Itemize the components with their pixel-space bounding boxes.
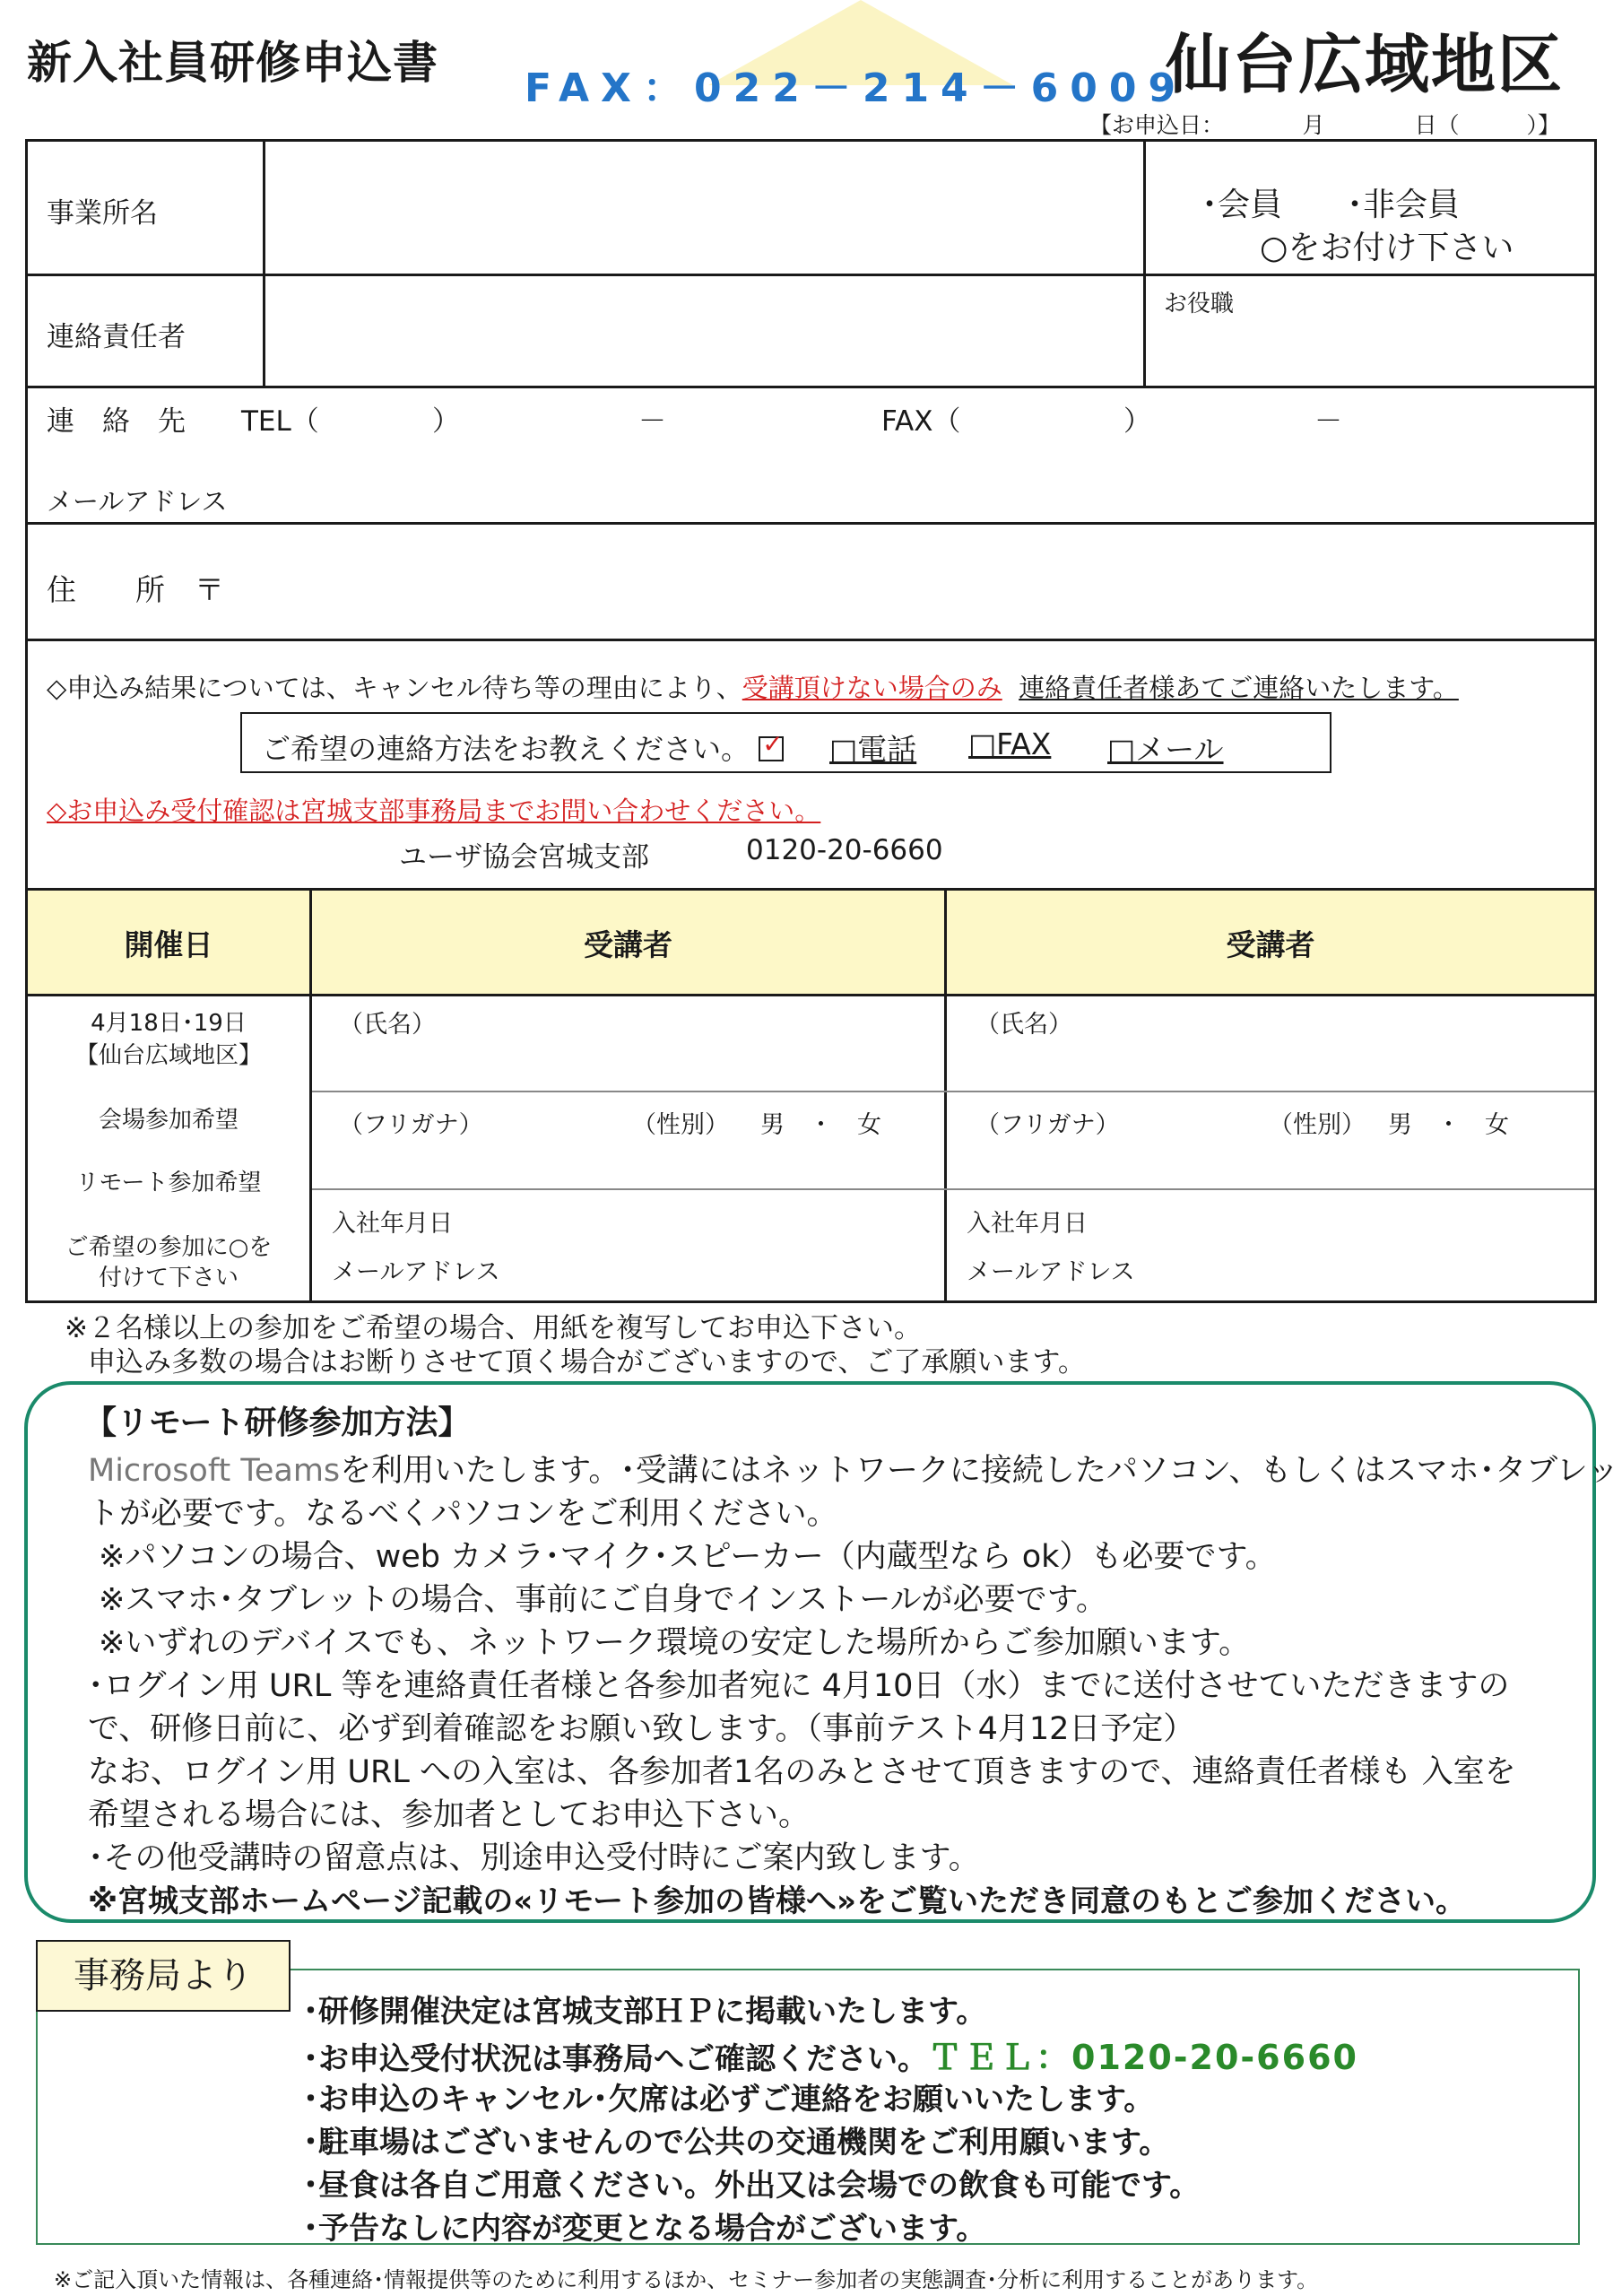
- form-title: 新入社員研修申込書: [27, 37, 438, 89]
- note-decline: 申込み多数の場合はお断りさせて頂く場合がございますので、ご了承願います。: [88, 1346, 1086, 1378]
- office-line-4: ･駐車場はございませんので公共の交通機関をご利用願います。: [303, 2125, 1170, 2161]
- row-sep: [25, 639, 1597, 641]
- attendee1-email-label: メールアドレス: [332, 1258, 500, 1286]
- form-border-bottom: [25, 1300, 1597, 1303]
- row-sep: [312, 1188, 1594, 1190]
- fax-label: FAX（: [881, 405, 961, 438]
- privacy-footer: ※ご記入頂いた情報は、各種連絡･情報提供等のために利用するほか、セミナー参加者の実態調査･分析に利用することがあります。: [54, 2267, 1319, 2292]
- remote-line-9: 希望される場合には、参加者としてお申込下さい。: [88, 1797, 811, 1833]
- membership-options[interactable]: ･会員 ･非会員: [1201, 187, 1461, 223]
- confirm-notice: ◇お申込み受付確認は宮城支部事務局までお問い合わせください。: [47, 796, 821, 826]
- method-phone-option[interactable]: □電話: [829, 732, 917, 767]
- remote-line-2: トが必要です。なるべくパソコンをご利用ください。: [88, 1496, 838, 1532]
- membership-note: ○をお付け下さい: [1260, 230, 1514, 266]
- attendee1-gender-options[interactable]: 男 ・ 女: [760, 1111, 881, 1139]
- remote-line-4: ※スマホ･タブレットの場合、事前にご自身でインストールが必要です。: [99, 1582, 1107, 1618]
- row-sep: [25, 386, 1597, 388]
- attendee1-furigana-label: （フリガナ）: [339, 1111, 483, 1139]
- choose-note-1: ご希望の参加に○を: [65, 1234, 273, 1261]
- col-header-date: 開催日: [124, 927, 213, 962]
- attendee2-join-date-label: 入社年月日: [967, 1210, 1088, 1238]
- event-region: 【仙台広域地区】: [74, 1042, 262, 1069]
- office-line-3: ･お申込のキャンセル･欠席は必ずご連絡をお願いいたします。: [303, 2082, 1155, 2118]
- position-label: お役職: [1164, 291, 1235, 317]
- venue-option[interactable]: 会場参加希望: [98, 1107, 239, 1134]
- attendee2-gender-label: （性別）: [1269, 1111, 1366, 1139]
- contact-tel-label: 連 絡 先 TEL（: [47, 405, 319, 438]
- remote-line-10: ･その他受講時の留意点は、別途申込受付時にご案内致します。: [88, 1840, 980, 1876]
- contact-person-label: 連絡責任者: [47, 321, 186, 353]
- remote-line-6: ･ログイン用 URL 等を連絡責任者様と各参加者宛に 4月10日（水）までに送付させていただきますの: [88, 1668, 1510, 1704]
- office-tab: 事務局より: [36, 1940, 291, 2012]
- fax-close: ）: [1123, 405, 1151, 438]
- col-sep: [1143, 139, 1146, 388]
- event-date: 4月18日･19日: [91, 1010, 247, 1037]
- result-notice: ◇申込み結果については、キャンセル待ち等の理由により、受講頂けない場合のみ 連絡責任者様あてご連絡いたします。: [47, 673, 1459, 703]
- row-sep: [25, 522, 1597, 525]
- fax-dash: －: [1314, 405, 1342, 438]
- contact-method-prompt: ご希望の連絡方法をお教えください。 ✓: [262, 726, 784, 768]
- tel-dash: －: [638, 405, 666, 438]
- office-line-5: ･昼食は各自ご用意ください。外出又は会場での飲食も可能です。: [303, 2168, 1201, 2204]
- attendee1-gender-label: （性別）: [632, 1111, 729, 1139]
- row-sep: [25, 994, 1597, 996]
- attendee2-name-label: （氏名）: [976, 1011, 1072, 1039]
- choose-note-2: 付けて下さい: [98, 1265, 239, 1292]
- address-label: 住 所 〒: [47, 572, 224, 607]
- remote-line-7: で、研修日前に、必ず到着確認をお願い致します。（事前テスト4月12日予定）: [88, 1711, 1195, 1747]
- attendee2-gender-options[interactable]: 男 ・ 女: [1388, 1111, 1509, 1139]
- email-label: メールアドレス: [47, 486, 228, 517]
- contact-person-field[interactable]: [265, 276, 1143, 386]
- attendee1-name-label: （氏名）: [339, 1011, 436, 1039]
- row-sep: [312, 1091, 1594, 1092]
- office-line-1: ･研修開催決定は宮城支部ＨＰに掲載いたします。: [303, 1994, 987, 2030]
- tel-close: ）: [432, 405, 460, 438]
- remote-title: 【リモート研修参加方法】: [84, 1405, 471, 1441]
- checkbox-icon[interactable]: [759, 736, 784, 761]
- fax-number: FAX：022－214－6009: [525, 65, 1188, 111]
- attendee2-furigana-label: （フリガナ）: [976, 1111, 1120, 1139]
- remote-line-5: ※いずれのデバイスでも、ネットワーク環境の安定した場所からご参加願います。: [99, 1625, 1251, 1661]
- remote-line-8: なお、ログイン用 URL への入室は、各参加者1名のみとさせて頂きますので、連絡責任者様も 入室を: [88, 1754, 1516, 1790]
- form-border-right: [1594, 139, 1597, 1303]
- office-line-2: ･お申込受付状況は事務局へご確認ください。ＴＥＬ：0120-20-6660: [303, 2038, 1358, 2077]
- note-copy-form: ※２名様以上の参加をご希望の場合、用紙を複写してお申込下さい。: [65, 1312, 922, 1344]
- office-line-6: ･予告なしに内容が変更となる場合がございます。: [303, 2211, 987, 2247]
- method-mail-option[interactable]: □メール: [1107, 732, 1224, 767]
- attendee1-join-date-label: 入社年月日: [332, 1210, 453, 1238]
- attendee2-email-label: メールアドレス: [967, 1258, 1135, 1286]
- method-fax-option[interactable]: □FAX: [968, 726, 1052, 761]
- office-name-label: 事業所名: [47, 197, 158, 230]
- office-name-field[interactable]: [265, 142, 1143, 274]
- application-date: 【お申込日： 月 日（ ）】: [1089, 112, 1561, 138]
- col-header-attendee-2: 受講者: [1226, 927, 1315, 962]
- org-tel: 0120-20-6660: [746, 834, 943, 866]
- remote-option[interactable]: リモート参加希望: [75, 1170, 262, 1196]
- region-title: 仙台広域地区: [1166, 27, 1565, 102]
- org-name: ユーザ協会宮城支部: [399, 841, 649, 874]
- remote-line-3: ※パソコンの場合、web カメラ･マイク･スピーカー（内蔵型なら ok）も必要です。: [99, 1539, 1277, 1575]
- remote-line-1: Microsoft Teamsを利用いたします。･受講にはネットワークに接続したパソコン、もしくはスマホ･タブレッ: [88, 1453, 1619, 1489]
- col-header-attendee-1: 受講者: [584, 927, 672, 962]
- remote-line-11: ※宮城支部ホームページ記載の«リモート参加の皆様へ»をご覧いただき同意のもとご参加ください。: [88, 1883, 1466, 1919]
